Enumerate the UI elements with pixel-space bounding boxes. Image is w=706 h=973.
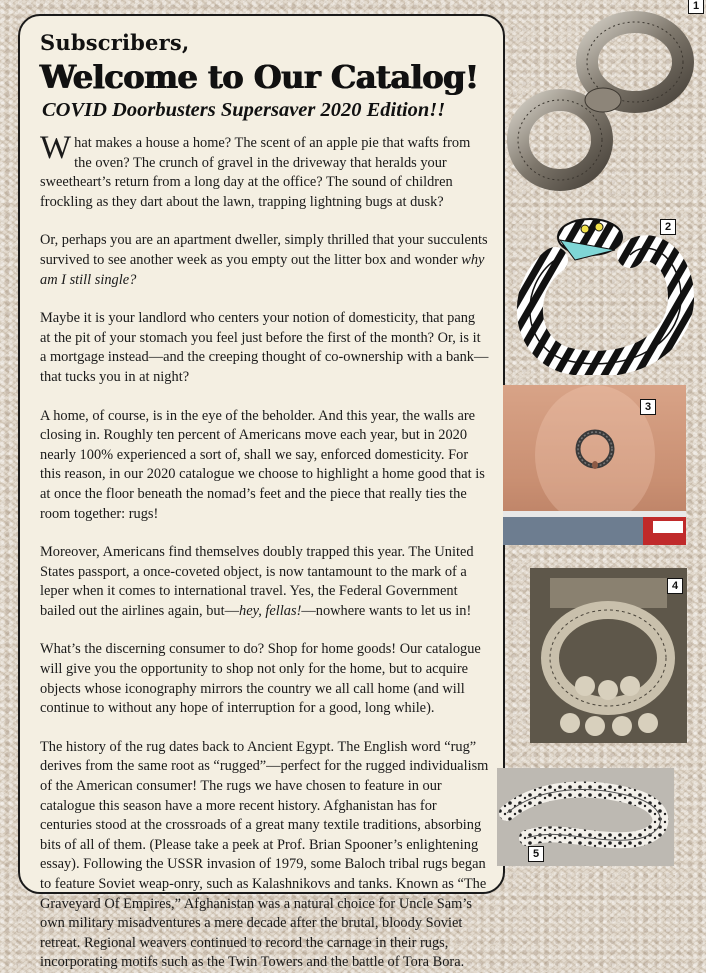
striped-cartoon-snake-icon — [515, 215, 706, 375]
image-number-3: 3 — [640, 399, 656, 415]
image-number-4: 4 — [667, 578, 683, 594]
article-body — [40, 130, 489, 973]
paragraph-1: What makes a house a home? The scent of an apple pie that wafts from the oven? The crunch of gravel in the driveway that heralds your sweetheart’s return from a long day at the office? The sound of children frockling as they dart about the lawn, trapping lightning bugs at dusk? — [40, 130, 471, 210]
paragraph-2: Or, perhaps you are an apartment dweller, simply thrilled that your succulents survived to see another week as you empty out the litter box and wonder why am I still single? — [40, 232, 488, 288]
ouroboros-figure-eight-metal-icon — [505, 0, 706, 205]
page-subtitle: COVID Doorbusters Supersaver 2020 Edition!! — [42, 99, 446, 121]
carved-ouroboros-skulls-icon — [530, 568, 687, 743]
paragraph-4: A home, of course, is in the eye of the beholder. And this year, the walls are closing in. Roughly ten percent of Americans move each year, but in 2020 nearly 100% experienced a sort of, shall we say, enforced domesticity. For this reason, in our 2020 catalogue we choose to highlight a home good that is at once the floor beneath the nomad’s feet and the piece that really ties the room together: rugs! — [40, 407, 485, 522]
image-number-5: 5 — [528, 846, 544, 862]
image-number-2: 2 — [660, 219, 676, 235]
image-number-1: 1 — [688, 0, 704, 14]
paragraph-6: What’s the discerning consumer to do? Shop for home goods! Our catalogue will give you the opportunity to shop not only for the home, but to acquire objects whose iconography mirrors the country we all call home (and will continue to without any hope of interruption for a good, long while). — [40, 641, 481, 717]
image-column — [505, 0, 706, 874]
paragraph-3: Maybe it is your landlord who centers your notion of domesticity, that pang at the pit of your stomach you feel just before the first of the month? Or, is it a mortgage instead—and the creeping thought of co-ownership with a bank—that tucks you in at night? — [40, 310, 489, 385]
page-title: Welcome to Our Catalog! — [40, 58, 479, 96]
belly-tattoo-photo-icon — [503, 385, 686, 545]
white-speckled-snake-icon — [497, 768, 674, 866]
drop-cap: W — [40, 130, 72, 166]
catalog-intro-panel — [18, 14, 505, 971]
paragraph-7: The history of the rug dates back to Ancient Egypt. The English word “rug” derives from the same root as “rugged”—perfect for the rugged individualism of the American consumer! The rugs we have chosen to feature in our catalogue this season have a more recent history. Afghanistan has for centuries stood at the crossroads of a great many textile traditions, absorbing bits of all of them. (Please take a peek at Prof. Brian Spooner’s enlightening essay). Following the USSR invasion of 1979, some Baloch tribal rugs began to feature Soviet weap-onry, such as Kalashnikovs and tanks. Known as “The Graveyard Of Empires,” Afghanistan was a natural choice for Uncle Sam’s own military misadventures a mere decade after the brutal, bloody Soviet retreat. Regional weavers continued to record the carnage in their rugs, incorporating motifs such as the Twin Towers and the battle of Tora Bora. — [40, 738, 489, 971]
greeting-heading: Subscribers, — [40, 30, 190, 55]
paragraph-5: Moreover, Americans find themselves doubly trapped this year. The United States passport, a once-coveted object, is now tantamount to the mark of a leper when it comes to international travel. Yes, the Federal Government bailed out the airlines again, but—hey, fellas!—nowhere wants to let us in! — [40, 544, 474, 619]
